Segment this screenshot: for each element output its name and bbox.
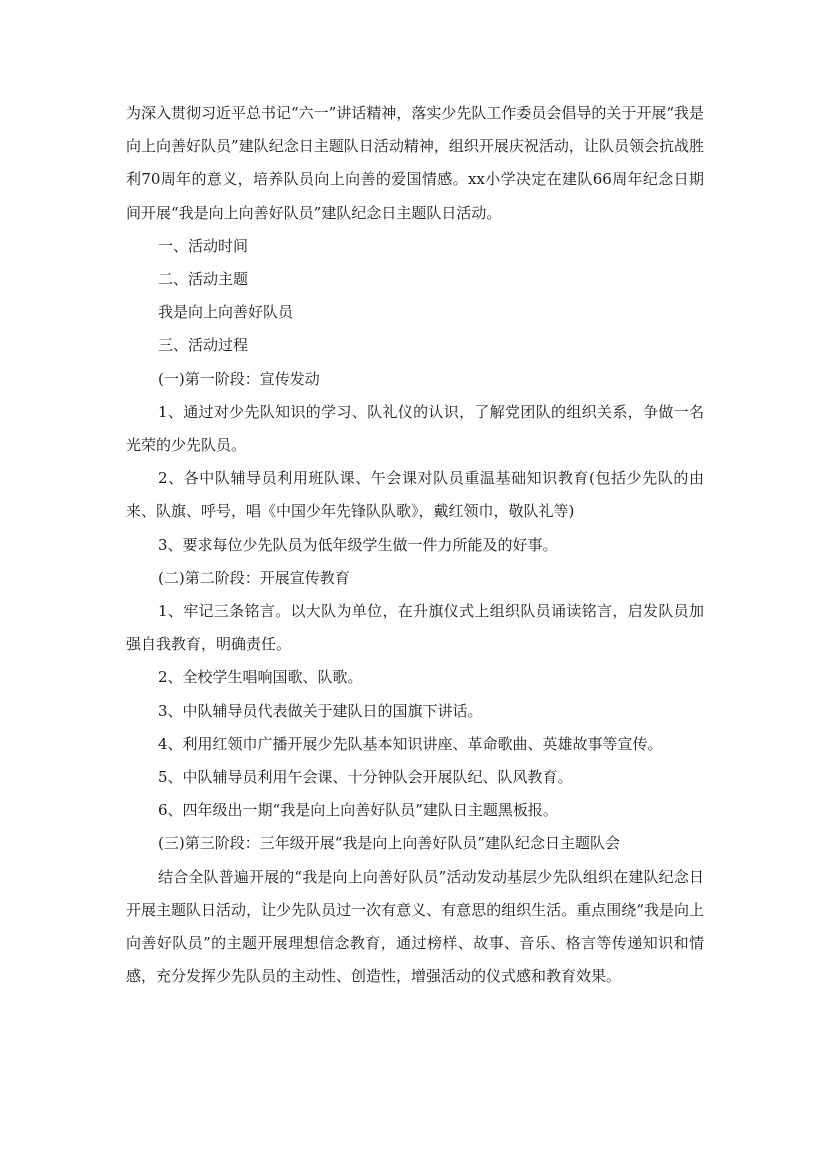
- stage-two-item-1: 1、牢记三条铭言。以大队为单位，在升旗仪式上组织队员诵读铭言，启发队员加强自我教育，明确责任。: [126, 602, 704, 654]
- stage-two-heading: (二)第二阶段：开展宣传教育: [158, 568, 350, 587]
- stage-one-heading: (一)第一阶段：宣传发动: [158, 369, 320, 388]
- document-page: [126, 97, 704, 993]
- stage-two-item-5: 5、中队辅导员利用午会课、十分钟队会开展队纪、队风教育。: [158, 768, 573, 787]
- heading-activity-time: 一、活动时间: [158, 236, 249, 255]
- stage-two-item-6: 6、四年级出一期“我是向上向善好队员”建队日主题黑板报。: [158, 801, 558, 820]
- stage-three-heading: (三)第三阶段：三年级开展“我是向上向善好队员”建队纪念日主题队会: [158, 834, 621, 853]
- heading-activity-theme: 二、活动主题: [158, 270, 249, 289]
- stage-one-item-3: 3、要求每位少先队员为低年级学生做一件力所能及的好事。: [158, 535, 558, 554]
- heading-activity-process: 三、活动过程: [158, 336, 249, 355]
- stage-two-item-2: 2、全校学生唱响国歌、队歌。: [158, 668, 363, 687]
- stage-one-item-2: 2、各中队辅导员利用班队课、午会课对队员重温基础知识教育(包括少先队的由来、队旗、呼号，唱《中国少年先锋队队歌》，戴红领巾，敬队礼等): [126, 469, 704, 521]
- stage-two-item-3: 3、中队辅导员代表做关于建队日的国旗下讲话。: [158, 701, 483, 720]
- stage-two-item-4: 4、利用红领巾广播开展少先队基本知识讲座、革命歌曲、英雄故事等宣传。: [158, 734, 663, 753]
- stage-one-item-1: 1、通过对少先队知识的学习、队礼仪的认识，了解党团队的组织关系，争做一名光荣的少先队员。: [126, 402, 704, 455]
- stage-three-body: 结合全队普遍开展的“我是向上向善好队员”活动发动基层少先队组织在建队纪念日开展主题队日活动，让少先队员过一次有意义、有意思的组织生活。重点围绕“我是向上向善好队员”的主题开展理想信念教育，通过榜样、故事、音乐、格言等传递知识和情感，充分发挥少先队员的主动性、创造性，增强活动的仪式感和教育效果。: [126, 867, 704, 986]
- intro-paragraph: 为深入贯彻习近平总书记“六一”讲话精神，落实少先队工作委员会倡导的关于开展“我是向上向善好队员”建队纪念日主题队日活动精神，组织开展庆祝活动，让队员领会抗战胜利70周年的意义，培养队员向上向善的爱国情感。xx小学决定在建队66周年纪念日期间开展“我是向上向善好队员”建队纪念日主题队日活动。: [126, 104, 705, 222]
- theme-text: 我是向上向善好队员: [158, 303, 294, 322]
